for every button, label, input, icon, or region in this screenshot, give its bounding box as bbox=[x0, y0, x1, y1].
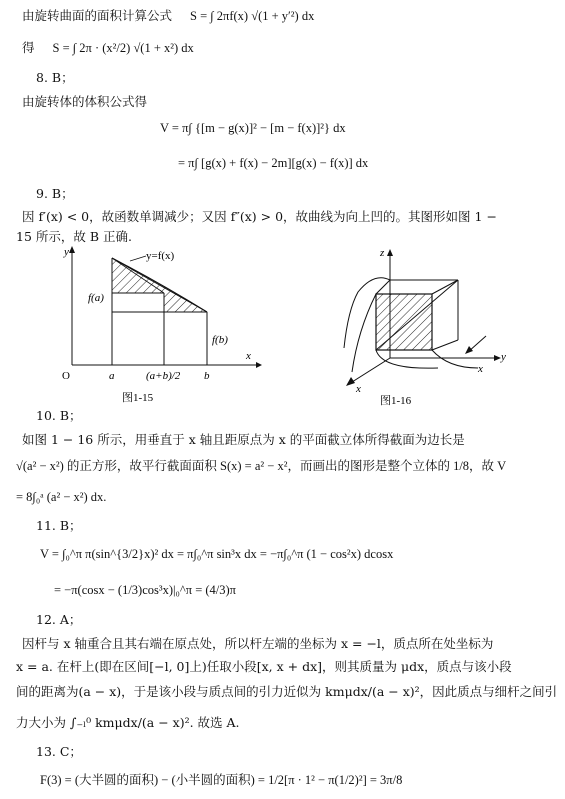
text-line-1 bbox=[22, 8, 314, 24]
text-12b: x = a. 在杆上(即在区间[−l, 0]上)任取小段[x, x + dx]，则其质量为 μdx，质点与该小段 bbox=[16, 659, 512, 674]
answer-9: 9. B； bbox=[36, 186, 74, 201]
y-axis-label: y bbox=[64, 246, 69, 258]
formula-11b: = −π(cosx − (1/3)cos³x)|₀^π = (4/3)π bbox=[54, 583, 236, 597]
figure-1-15 bbox=[40, 243, 270, 406]
answer-11: 11. B； bbox=[36, 518, 82, 533]
answer-13: 13. C； bbox=[36, 744, 82, 759]
text-12c: 间的距离为(a − x)，于是该小段与质点间的引力近似为 kmμdx/(a − x)²，因此质点与细杆之间引 bbox=[16, 684, 558, 699]
tick-a: a bbox=[109, 370, 115, 382]
formula-8b: V = π∫ {[m − g(x)]² − [m − f(x)]²} dx bbox=[160, 121, 346, 135]
curve-label: y=f(x) bbox=[146, 250, 175, 262]
answer-12: 12. A； bbox=[36, 612, 82, 627]
text-12a: 因杆与 x 轴重合且其右端在原点处，所以杆左端的坐标为 x = −l，质点所在处坐标为 bbox=[22, 636, 494, 651]
text-9b: 15 所示，故 B 正确. bbox=[16, 229, 132, 244]
formula-8c: = π∫ [g(x) + f(x) − 2m][g(x) − f(x)] dx bbox=[178, 156, 369, 170]
y-axis-label: y bbox=[501, 351, 506, 363]
line1-formula: S = ∫ 2πf(x) √(1 + y′²) dx bbox=[190, 9, 315, 23]
text-10a: 如图 1 − 16 所示，用垂直于 x 轴且距原点为 x 的平面截立体所得截面为边长是 bbox=[22, 432, 465, 447]
formula-13a: F(3) = (大半圆的面积) − (小半圆的面积) = 1/2[π · 1² − π(1/2)²] = 3π/8 bbox=[40, 773, 403, 787]
text-8a: 由旋转体的体积公式得 bbox=[22, 94, 148, 109]
cross-section-square bbox=[376, 294, 432, 350]
x-label-2: x bbox=[478, 363, 483, 375]
tick-mid: (a+b)/2 bbox=[146, 370, 181, 382]
z-axis-label: z bbox=[380, 247, 385, 259]
text-9a: 因 f′(x) < 0，故函数单调减少；又因 f″(x) > 0，故曲线为向上凹的。其图形如图 1 − bbox=[22, 209, 497, 224]
text-line-2 bbox=[22, 40, 194, 56]
answer-8: 8. B； bbox=[36, 70, 74, 85]
origin-label: O bbox=[62, 370, 70, 382]
caption-1-15: 图1-15 bbox=[122, 392, 154, 404]
fb-label: f(b) bbox=[212, 334, 228, 346]
x-axis-label: x bbox=[246, 350, 251, 362]
line2-formula: S = ∫ 2π · (x²/2) √(1 + x²) dx bbox=[52, 41, 194, 55]
x-axis-label: x bbox=[356, 383, 361, 395]
fa-label: f(a) bbox=[88, 292, 104, 304]
line1-prefix: 由旋转曲面的面积计算公式 bbox=[22, 8, 173, 23]
tick-b: b bbox=[204, 370, 210, 382]
formula-11a: V = ∫₀^π π(sin^{3/2}x)² dx = π∫₀^π sin³x dx = −π∫₀^π (1 − cos²x) dcosx bbox=[40, 547, 394, 561]
line2-prefix: 得 bbox=[22, 40, 35, 55]
figure-1-16 bbox=[318, 240, 518, 410]
text-12d: 力大小为 ∫₋ₗ⁰ kmμdx/(a − x)². 故选 A. bbox=[16, 715, 240, 730]
text-10b: √(a² − x²) 的正方形，故平行截面面积 S(x) = a² − x²，而画出的图形是整个立体的 1/8，故 V bbox=[16, 459, 507, 473]
text-10c: = 8∫₀ᵃ (a² − x²) dx. bbox=[16, 490, 107, 504]
answer-10: 10. B； bbox=[36, 408, 82, 423]
caption-1-16: 图1-16 bbox=[380, 395, 412, 407]
x-axis bbox=[352, 358, 390, 382]
